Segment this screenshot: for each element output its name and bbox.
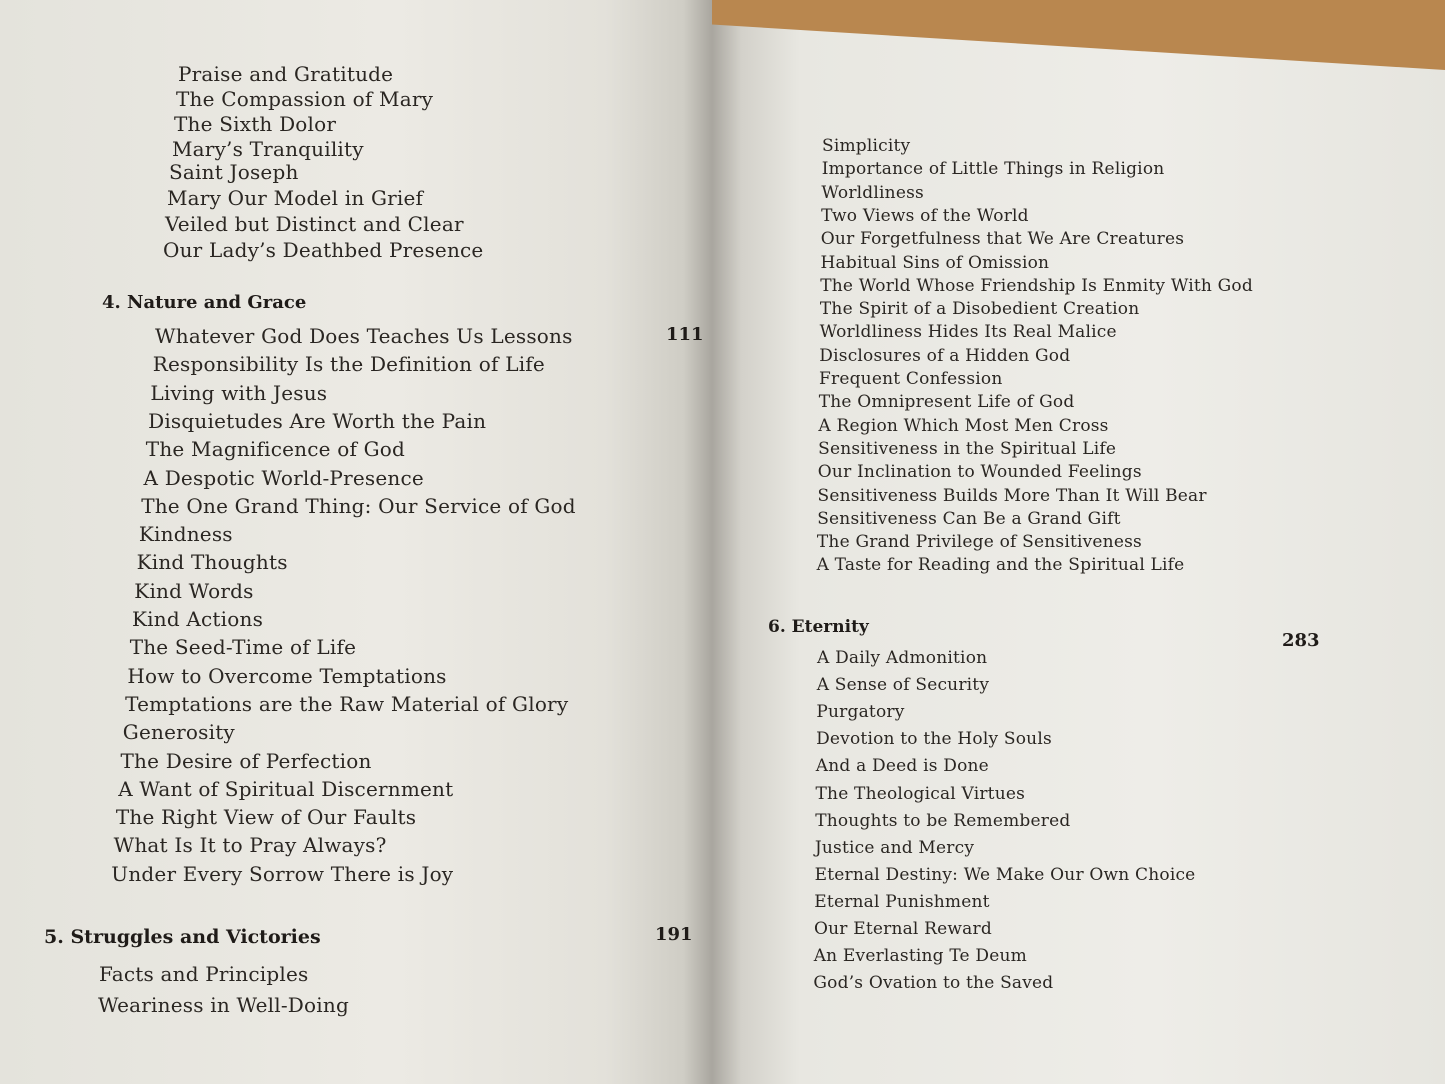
toc-entry: Veiled but Distinct and Clear bbox=[165, 212, 464, 236]
toc-entry: The Theological Virtues bbox=[815, 783, 1026, 804]
toc-entry: Facts and Principles bbox=[99, 962, 309, 986]
toc-entry: A Daily Admonition bbox=[817, 648, 988, 668]
toc-entry: What Is It to Pray Always? bbox=[113, 833, 387, 858]
toc-entry: Eternal Destiny: We Make Our Own Choice bbox=[814, 864, 1196, 885]
toc-entry: Saint Joseph bbox=[169, 160, 299, 184]
toc-entry: The Right View of Our Faults bbox=[115, 805, 417, 830]
toc-entry: Simplicity bbox=[822, 136, 911, 156]
toc-entry: Praise and Gratitude bbox=[178, 62, 394, 86]
toc-entry: Purgatory bbox=[816, 702, 905, 723]
toc-entry: Weariness in Well-Doing bbox=[98, 993, 349, 1017]
chapter-5-page-number: 191 bbox=[655, 924, 693, 945]
chapter-6-page-number: 283 bbox=[1282, 630, 1320, 651]
toc-entry: Kind Thoughts bbox=[136, 550, 288, 575]
toc-entry: Sensitiveness Builds More Than It Will Bear bbox=[817, 485, 1207, 506]
chapter-4-page-number: 111 bbox=[666, 324, 704, 345]
toc-entry: The Grand Privilege of Sensitiveness bbox=[816, 532, 1142, 553]
toc-entry: Sensitiveness Can Be a Grand Gift bbox=[817, 508, 1121, 529]
toc-entry: Living with Jesus bbox=[150, 380, 328, 405]
toc-entry: Worldliness Hides Its Real Malice bbox=[819, 322, 1117, 343]
toc-entry: The World Whose Friendship Is Enmity With God bbox=[820, 275, 1253, 296]
toc-entry: Two Views of the World bbox=[821, 205, 1029, 226]
toc-entry: Thoughts to be Remembered bbox=[815, 810, 1071, 831]
left-page bbox=[0, 0, 712, 1084]
toc-entry: A Taste for Reading and the Spiritual Life bbox=[816, 555, 1185, 576]
toc-entry: Sensitiveness in the Spiritual Life bbox=[818, 438, 1117, 459]
toc-entry: Our Inclination to Wounded Feelings bbox=[817, 462, 1142, 483]
toc-entry: And a Deed is Done bbox=[815, 756, 989, 777]
chapter-4-title: 4. Nature and Grace bbox=[102, 292, 307, 313]
toc-entry: A Despotic World-Presence bbox=[143, 465, 424, 490]
toc-entry: Temptations are the Raw Material of Glory bbox=[125, 691, 569, 716]
toc-entry: Devotion to the Holy Souls bbox=[816, 729, 1052, 750]
toc-entry: A Sense of Security bbox=[816, 675, 990, 696]
toc-entry: Mary’s Tranquility bbox=[172, 137, 364, 161]
toc-entry: The Sixth Dolor bbox=[174, 112, 337, 136]
toc-entry: Disclosures of a Hidden God bbox=[819, 345, 1071, 366]
toc-entry: Whatever God Does Teaches Us Lessons bbox=[155, 324, 573, 348]
toc-entry: A Want of Spiritual Discernment bbox=[118, 776, 454, 801]
toc-entry: Habitual Sins of Omission bbox=[820, 252, 1050, 273]
toc-entry: The Desire of Perfection bbox=[120, 748, 372, 773]
toc-entry: Frequent Confession bbox=[819, 369, 1003, 389]
toc-entry: The Seed-Time of Life bbox=[129, 635, 357, 660]
chapter-5-title: 5. Struggles and Victories bbox=[44, 926, 321, 948]
toc-entry: Justice and Mercy bbox=[814, 837, 975, 858]
chapter-6-title: 6. Eternity bbox=[768, 617, 869, 637]
toc-entry: The Spirit of a Disobedient Creation bbox=[819, 299, 1140, 320]
toc-entry: Kind Actions bbox=[132, 607, 264, 631]
toc-entry: Importance of Little Things in Religion bbox=[821, 159, 1165, 180]
toc-entry: Kind Words bbox=[134, 578, 254, 603]
toc-entry: Our Eternal Reward bbox=[814, 919, 992, 939]
right-page bbox=[712, 0, 1445, 1084]
toc-entry: The Omnipresent Life of God bbox=[818, 392, 1075, 413]
toc-entry: The One Grand Thing: Our Service of God bbox=[141, 493, 576, 518]
toc-entry: Kindness bbox=[138, 522, 233, 547]
toc-entry: Responsibility Is the Definition of Life bbox=[152, 352, 545, 377]
toc-entry: Worldliness bbox=[821, 182, 924, 203]
toc-entry: A Region Which Most Men Cross bbox=[818, 415, 1109, 436]
toc-entry: Under Every Sorrow There is Joy bbox=[111, 861, 454, 886]
toc-entry: Generosity bbox=[122, 720, 235, 745]
toc-entry: Our Lady’s Deathbed Presence bbox=[163, 238, 484, 262]
toc-entry: An Everlasting Te Deum bbox=[813, 946, 1027, 967]
toc-entry: Mary Our Model in Grief bbox=[167, 186, 424, 210]
toc-entry: Our Forgetfulness that We Are Creatures bbox=[820, 229, 1185, 250]
toc-entry: How to Overcome Temptations bbox=[127, 663, 447, 688]
toc-entry: Eternal Punishment bbox=[814, 891, 990, 912]
toc-entry: The Compassion of Mary bbox=[176, 87, 434, 111]
toc-entry: God’s Ovation to the Saved bbox=[813, 973, 1054, 994]
toc-entry: Disquietudes Are Worth the Pain bbox=[148, 408, 487, 433]
toc-entry: The Magnificence of God bbox=[145, 437, 406, 462]
